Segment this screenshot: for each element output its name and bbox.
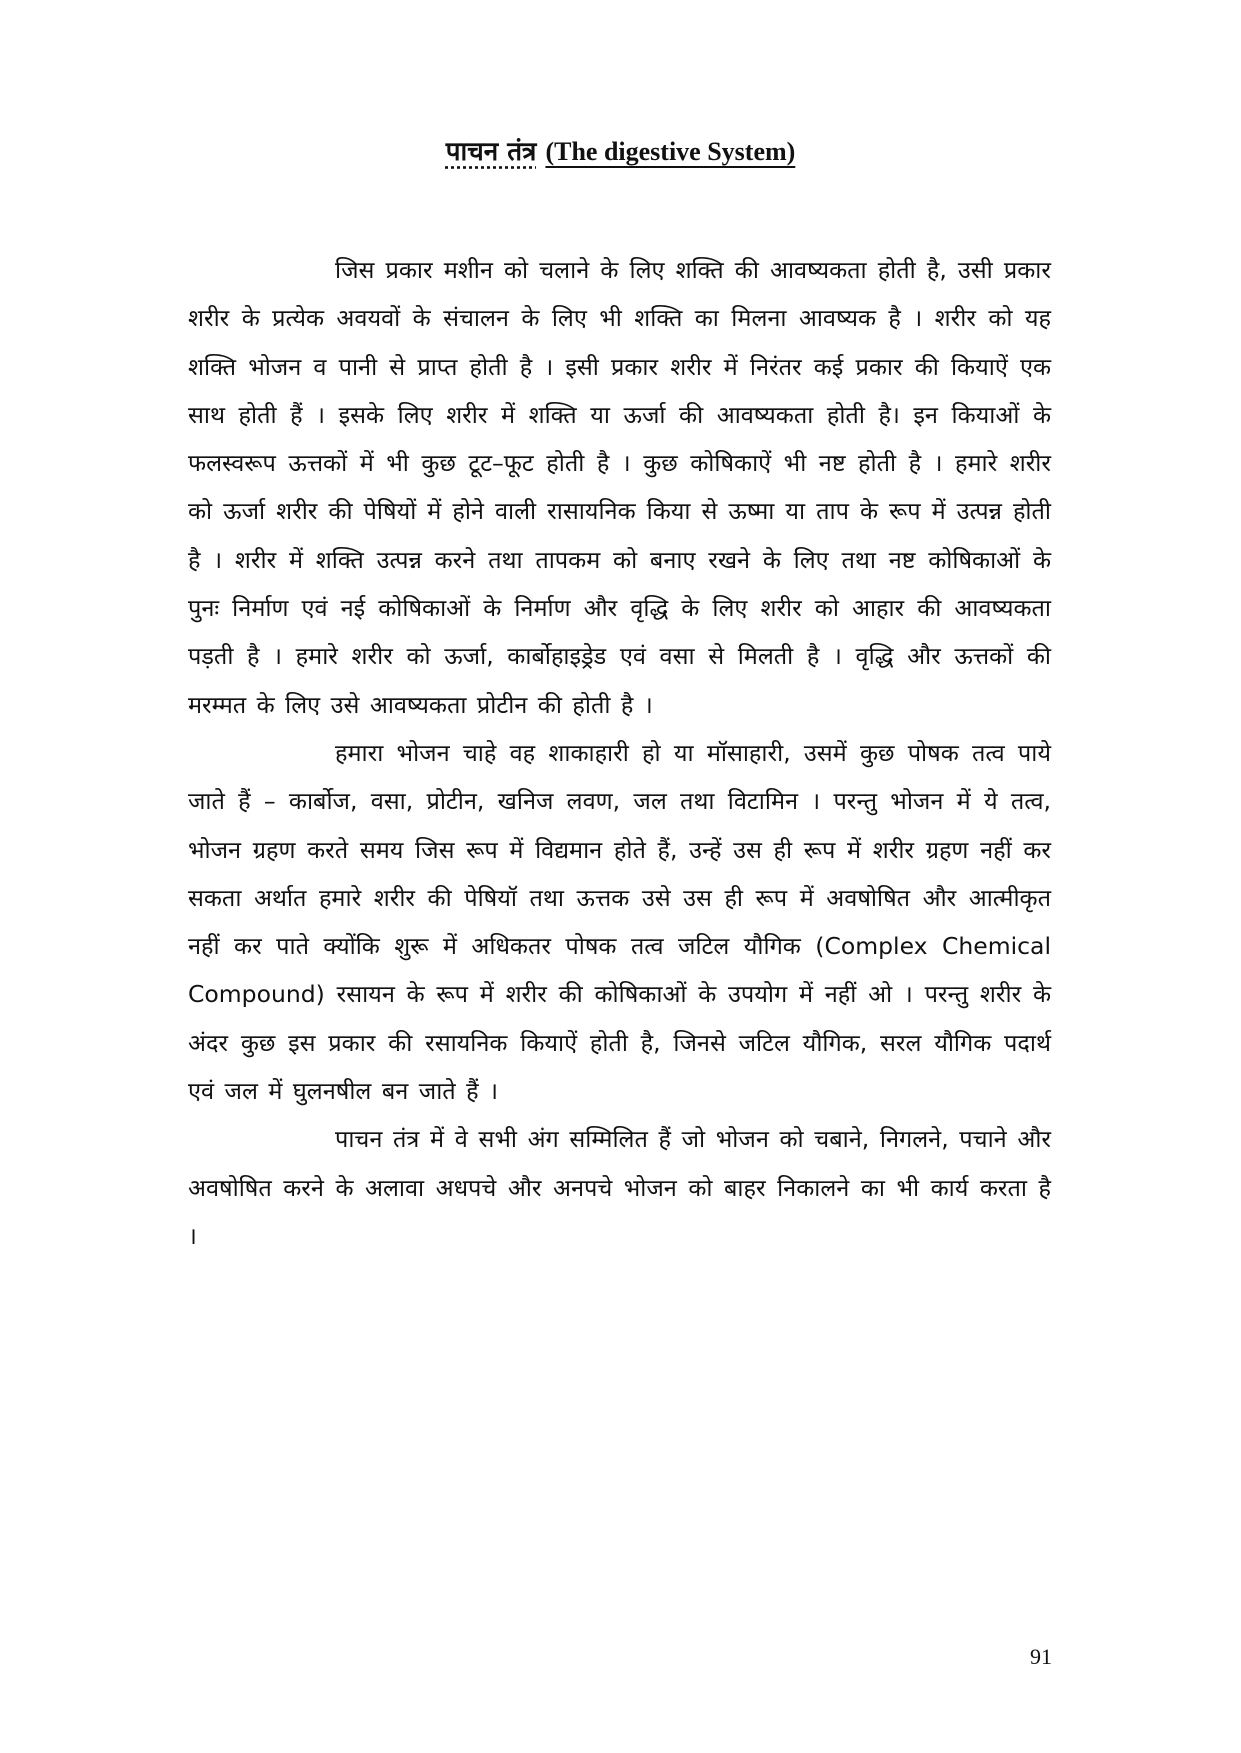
title-english: (The digestive System) [545,137,796,166]
paragraph-energy-need: जिस प्रकार मशीन को चलाने के लिए शक्ति की आवष्यकता होती है, उसी प्रकार शरीर के प्रत्येक अवयवों के संचालन के लिए भी शक्ति का मिलना आवष्यक है । शरीर को यह शक्ति भोजन व पानी से प्राप्त होती है । इसी प्रकार शरीर में निरंतर कई प्रकार की कियाऐं एक साथ होती हैं । इसके लिए शरीर में शक्ति या ऊर्जा की आवष्यकता होती है। इन कियाओं के फलस्वरूप ऊत्तकों में भी कुछ टूट–फूट होती है । कुछ कोषिकाऐं भी नष्ट होती है । हमारे शरीर को ऊर्जा शरीर की पेषियों में होने वाली रासायनिक किया से ऊष्मा या ताप के रूप में उत्पन्न होती है । शरीर में शक्ति उत्पन्न करने तथा तापकम को बनाए रखने के लिए तथा नष्ट कोषिकाओं के पुनः निर्माण एवं नई कोषिकाओं के निर्माण और वृद्धि के लिए शरीर को आहार की आवष्यकता पड़ती है । हमारे शरीर को ऊर्जा, कार्बोहाइड्रेड एवं वसा से मिलती है । वृद्धि और ऊत्तकों की मरम्मत के लिए उसे आवष्यकता प्रोटीन की होती है । [188,256,1051,719]
title-hindi: पाचन तंत्र [445,137,537,167]
body-text [188,246,1051,1260]
page-number: 91 [1030,1644,1052,1669]
page-title [0,132,1241,172]
paragraph-digestive-organs: पाचन तंत्र में वे सभी अंग सम्मिलित हैं जो भोजन को चबाने, निगलने, पचाने और अवषोषित करने के अलावा अधपचे और अनपचे भोजन को बाहर निकालने का भी कार्य करता है । [188,1125,1051,1250]
paragraph-nutrients: हमारा भोजन चाहे वह शाकाहारी हो या मॉसाहारी, उसमें कुछ पोषक तत्व पाये जाते हैं – कार्बोज, वसा, प्रोटीन, खनिज लवण, जल तथा विटामिन । परन्तु भोजन में ये तत्व, भोजन ग्रहण करते समय जिस रूप में विद्यमान होते हैं, उन्हें उस ही रूप में शरीर ग्रहण नहीं कर सकता अर्थात हमारे शरीर की पेषियॉ तथा ऊत्तक उसे उस ही रूप में अवषोषित और आत्मीकृत नहीं कर पाते क्योंकि शुरू में अधिकतर पोषक तत्व जटिल यौगिक (Complex Chemical Compound) रसायन के रूप में शरीर की कोषिकाओं के उपयोग में नहीं ओ । परन्तु शरीर के अंदर कुछ इस प्रकार की रसायनिक कियाऐं होती है, जिनसे जटिल यौगिक, सरल यौगिक पदार्थ एवं जल में घुलनषील बन जाते हैं । [188,738,1051,1106]
